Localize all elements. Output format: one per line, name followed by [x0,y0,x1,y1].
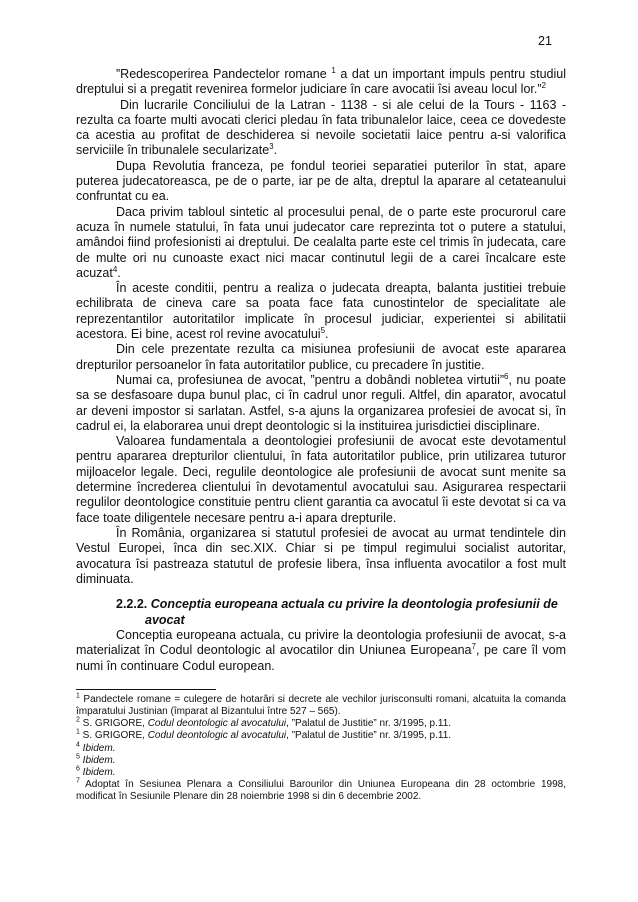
footnote-marker: 4 [112,264,118,274]
body-paragraph [76,281,566,342]
body-paragraph [76,67,566,98]
text-run: . [273,143,278,158]
footnote-marker: 4 [76,741,80,749]
section-title: Conceptia europeana actuala cu privire la deontologia profesiunii de avocat [145,597,558,627]
footnote-marker: 2 [541,81,546,91]
italic-text: Ibidem. [79,742,116,754]
footnote-marker: 5 [320,325,326,335]
text-run: Valoarea fundamentala a deontologiei profesiunii de avocat este devotamentul pentru apararea drepturilor clientului, în fata autoritatilor publice, prin utilizarea tuturor mijloacelor legale. Deci, regulile deontologice ale profesiunii de avocat sunt menite sa determine încrederea clientului în devotamentul avocatului sau. Asigurarea respectarii regulilor deontologice constituie pentru client garantia ca avocatul îi este devotat si ca va face toate diligentele necesare pentru a-i apara drepturile. [76,434,566,525]
text-run: , ”Palatul de Justitie” nr. 3/1995, p.11. [286,730,452,742]
body-paragraph [76,159,566,205]
footnote-marker: 6 [76,765,80,773]
footnotes [76,694,566,804]
text-run: Daca privim tabloul sintetic al procesului penal, de o parte este procurorul care acuza în numele statului, în fata unui judecator care reprezinta tot o putere a statului, amândoi fiind profesionisti ai dreptului. De cealalta parte este cel trimis în judecata, care de multe ori nu cunoaste exact nici macar continutul legii de a carei încalcare este acuzat [76,204,566,280]
body-paragraph [76,434,566,526]
footnote [76,767,566,779]
text-run: . [117,265,121,280]
footnote-marker: 1 [76,729,80,737]
section-number: 2.2.2. [116,597,148,612]
text-run: Conceptia europeana actuala, cu privire la deontologia profesiunii de avocat, s-a materializat în Codul deontologic al avocatilor din Uniunea Europeana [76,627,566,658]
body-paragraph [76,98,566,159]
footnote-marker: 1 [76,692,80,700]
italic-text: Codul deontologic al avocatului [147,718,287,730]
footnote [76,779,566,803]
body-paragraph [76,342,566,373]
text-run: Din lucrarile Conciliului de la Latran - 1138 - si ale celui de la Tours - 1163 - rezulta ca foarte multi avocati clerici pledau în fata tribunalelor laice, ceea ce dovedeste ca acestia au profitat de deschiderea si nevoile societatii laice pentru a-si valorifica serviciile în tribunalele secularizate [76,97,566,158]
footnote-marker: 1 [331,65,336,75]
text-run: Numai ca, profesiunea de avocat, ”pentru a dobândi nobletea virtutii” [116,372,505,387]
footnote [76,743,566,755]
section-heading [116,597,566,628]
text-run: ”Redescoperirea Pandectelor romane [116,67,332,81]
text-run: Pandectele romane = culegere de hotarâri si decrete ale vechilor jurisconsulti romani, alcatuita la comanda împaratului Justinian (împarat al Bizantului între 527 – 565). [76,693,566,717]
closing-paragraph [76,628,566,674]
text-run: , ”Palatul de Justitie” nr. 3/1995, p.11. [286,718,452,730]
body-paragraph [76,373,566,434]
body-text [76,67,566,587]
text-run: , pe care îl vom numi în continuare Codul european. [76,643,566,673]
text-run: S. GRIGORE, [79,718,148,730]
text-run: Dupa Revolutia franceza, pe fondul teoriei separatiei puterilor în stat, apare puterea judecatoreasca, pe de o parte, iar pe de alta, dreptul la aparare al cetateanului confruntat cu ea. [76,158,566,204]
text-run: În România, organizarea si statutul profesiei de avocat au urmat tendintele din Vestul Europei, înca din sec.XIX. Chiar si pe timpul regimului socialist autoritar, avocatura îsi pastreaza statutul de profesie libera, însa influenta avocatilor a fost mult diminuata. [76,525,566,586]
text-run: , nu poate sa se desfasoare dupa bunul plac, ci în cadrul unor reguli. Altfel, din aparator, avocatul ar deveni impostor si sarlatan. Astfel, s-a ajuns la organizarea profesiei de avocat si, în cadrul ei, la elaborarea unui drept deontologic si la instituirea jurisdictiei disciplinare. [76,372,566,433]
footnote-marker: 2 [76,716,80,724]
footnote [76,718,566,730]
footnote [76,694,566,718]
body-paragraph [76,526,566,587]
footnote-separator [76,689,216,690]
text-run: În aceste conditii, pentru a realiza o judecata dreapta, balanta justitiei trebuie echilibrata de cineva care sa poata face fata cunostintelor de specialitate ale reprezentantilor autoritatilor implicate în procesul judiciar, experientei si abilitatii acestora. Ei bine, acest rol revine avocatului [76,281,566,342]
body-paragraph [76,205,566,281]
text-run: S. GRIGORE, [79,730,148,742]
text-run: Adoptat în Sesiunea Plenara a Consiliului Barourilor din Uniunea Europeana din 28 octombrie 1998, modificat în Sesiunile Plenare din 28 noiembrie 1998 si din 6 decembrie 2002. [76,779,566,803]
footnote-marker: 7 [471,642,476,652]
footnote [76,730,566,742]
italic-text: Codul deontologic al avocatului [147,730,287,742]
text-run: Din cele prezentate rezulta ca misiunea profesiunii de avocat este apararea drepturilor persoanelor în fata autoritatilor publice, cu precadere în justitie. [76,342,566,372]
footnote [76,755,566,767]
text-run: a dat un important impuls pentru studiul dreptului si a pregatit revenirea formelor judiciare în care avocatii îsi aveau locul lor.” [76,67,566,97]
italic-text: Ibidem. [79,767,116,779]
footnote-marker: 6 [504,371,509,381]
footnote-marker: 7 [76,777,80,785]
page-body [76,67,566,804]
footnote-marker: 5 [76,753,80,761]
footnote-marker: 3 [269,142,274,152]
text-run: . [325,327,329,342]
page-number: 21 [538,34,552,48]
italic-text: Ibidem. [79,754,116,766]
